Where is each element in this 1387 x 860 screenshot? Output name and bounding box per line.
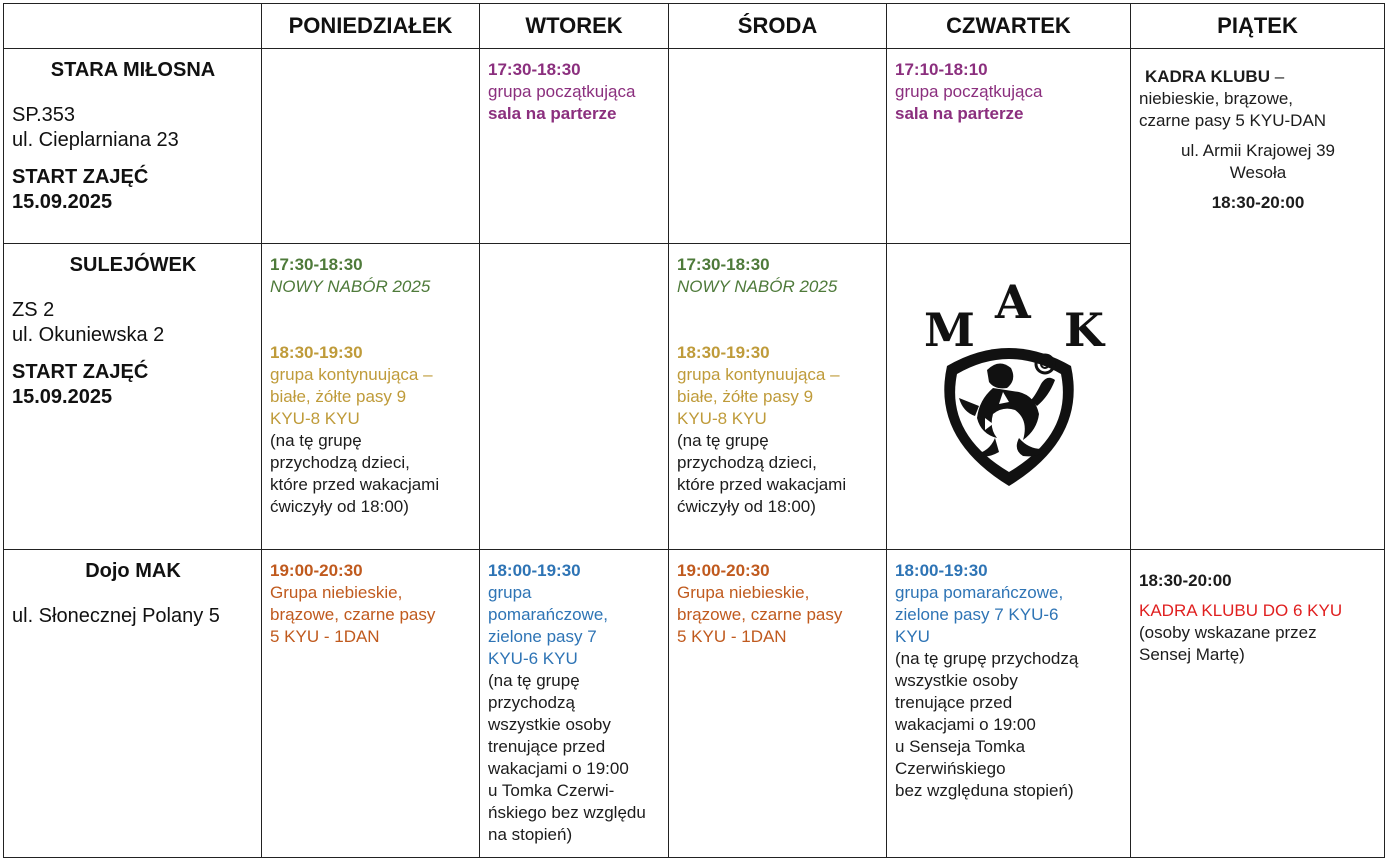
slot-note-line: wakacjami o 19:00 (895, 715, 1036, 734)
header-wednesday: ŚRODA (669, 4, 887, 49)
slot-dojo-thu (887, 550, 1131, 858)
kadra-address: ul. Armii Krajowej 39 (1180, 141, 1335, 160)
slot-group-line: Grupa niebieskie, (270, 583, 403, 602)
slot-dojo-fri (1131, 550, 1385, 858)
slot-note-line: Czerwińskiego (895, 759, 1006, 778)
slot-group-line: KYU-8 KYU (677, 409, 767, 428)
slot-new-intake: NOWY NABÓR 2025 (270, 277, 431, 296)
location-street: ul. Okuniewska 2 (12, 324, 165, 346)
location-stara (4, 49, 262, 244)
slot-group-line: pomarańczowe, (488, 605, 609, 624)
slot-stara-tue (480, 49, 669, 244)
slot-time: 17:10-18:10 (895, 60, 988, 79)
slot-time: 19:00-20:30 (677, 561, 770, 580)
slot-note-line: (osoby wskazane przez (1139, 623, 1317, 642)
slot-note-line: (na tę grupę (270, 431, 362, 450)
slot-time: 17:30-18:30 (677, 255, 770, 274)
slot-time: 19:00-20:30 (270, 561, 363, 580)
kadra-title: KADRA KLUBU (1145, 67, 1270, 86)
slot-note-line: u Tomka Czerwi- (488, 781, 615, 800)
slot-note-line: wszystkie osoby (895, 671, 1018, 690)
header-row (4, 4, 1385, 49)
slot-note-line: wszystkie osoby (488, 715, 611, 734)
slot-group-line: 5 KYU - 1DAN (677, 627, 787, 646)
logo-letter-k: K (1063, 303, 1104, 357)
slot-note-line: (na tę grupę (677, 431, 769, 450)
slot-dojo-mon (262, 550, 480, 858)
slot-group-line: grupa kontynuująca – (677, 365, 840, 384)
slot-group-line: brązowe, czarne pasy (270, 605, 436, 624)
slot-stara-mon (262, 49, 480, 244)
slot-note-line: wakacjami o 19:00 (488, 759, 629, 778)
slot-room: sala na parterze (488, 104, 617, 123)
slot-group-line: 5 KYU - 1DAN (270, 627, 380, 646)
slot-note-line: przychodzą dzieci, (677, 453, 817, 472)
slot-new-intake: NOWY NABÓR 2025 (677, 277, 838, 296)
kadra-city: Wesoła (1229, 163, 1287, 182)
slot-room: sala na parterze (895, 104, 1024, 123)
slot-group-line: KYU (895, 627, 930, 646)
logo-letter-a: A (994, 275, 1031, 329)
slot-note-line: bez względuna stopień) (895, 781, 1074, 800)
slot-sulejowek-mon (262, 244, 480, 550)
slot-group-line: brązowe, czarne pasy (677, 605, 843, 624)
slot-group-line: grupa pomarańczowe, (895, 583, 1064, 602)
header-tuesday: WTOREK (480, 4, 669, 49)
slot-note-line: (na tę grupę przychodzą (895, 649, 1079, 668)
slot-note-line: przychodzą (488, 693, 575, 712)
slot-note-line: które przed wakacjami (270, 475, 440, 494)
location-name: Dojo MAK (85, 560, 181, 582)
slot-sulejowek-thu-logo (887, 244, 1131, 550)
slot-group-line: białe, żółte pasy 9 (270, 387, 407, 406)
kadra-line1: niebieskie, brązowe, (1139, 89, 1294, 108)
slot-note-line: Sensej Martę) (1139, 645, 1245, 664)
slot-time: 18:00-19:30 (895, 561, 988, 580)
slot-dojo-wed (669, 550, 887, 858)
location-school: ZS 2 (12, 299, 55, 321)
slot-time: 17:30-18:30 (270, 255, 363, 274)
location-school: SP.353 (12, 104, 76, 126)
header-friday: PIĄTEK (1131, 4, 1385, 49)
location-name: STARA MIŁOSNA (50, 59, 216, 81)
slot-sulejowek-wed (669, 244, 887, 550)
schedule-table (3, 3, 1385, 858)
slot-sulejowek-tue (480, 244, 669, 550)
slot-note-line: ćwiczyły od 18:00) (270, 497, 409, 516)
slot-time: 18:30-19:30 (270, 343, 363, 362)
location-sulejowek (4, 244, 262, 550)
kadra-line2: czarne pasy 5 KYU-DAN (1139, 111, 1327, 130)
slot-stara-thu (887, 49, 1131, 244)
slot-time: 17:30-18:30 (488, 60, 581, 79)
slot-note-line: przychodzą dzieci, (270, 453, 410, 472)
slot-group-line: zielone pasy 7 (488, 627, 597, 646)
slot-friday-kadra (1131, 49, 1385, 550)
start-label: START ZAJĘĆ (12, 361, 149, 383)
slot-stara-wed (669, 49, 887, 244)
location-street: ul. Słonecznej Polany 5 (12, 605, 220, 627)
location-name: SULEJÓWEK (69, 254, 197, 276)
slot-group-line: zielone pasy 7 KYU-6 (895, 605, 1059, 624)
slot-note-line: u Senseja Tomka (895, 737, 1026, 756)
slot-note-line: (na tę grupę (488, 671, 580, 690)
slot-group-line: KYU-6 KYU (488, 649, 578, 668)
slot-kadra-label: KADRA KLUBU DO 6 KYU (1139, 601, 1343, 620)
slot-time: 18:30-20:00 (1139, 571, 1232, 590)
slot-time: 18:00-19:30 (488, 561, 581, 580)
tiger-shield-logo-icon (919, 275, 1104, 488)
slot-dojo-tue (480, 550, 669, 858)
slot-group-line: grupa kontynuująca – (270, 365, 433, 384)
slot-group-line: białe, żółte pasy 9 (677, 387, 814, 406)
slot-note-line: ćwiczyły od 18:00) (677, 497, 816, 516)
slot-note-line: które przed wakacjami (677, 475, 847, 494)
start-label: START ZAJĘĆ (12, 166, 149, 188)
location-dojo (4, 550, 262, 858)
slot-group: grupa początkująca (895, 82, 1043, 101)
slot-group-line: grupa (488, 583, 532, 602)
slot-note-line: ńskiego bez względu (488, 803, 646, 822)
location-street: ul. Cieplarniana 23 (12, 129, 179, 151)
slot-time: 18:30-19:30 (677, 343, 770, 362)
header-empty (4, 4, 262, 49)
logo-letter-m: M (923, 303, 975, 357)
slot-group: grupa początkująca (488, 82, 636, 101)
start-date: 15.09.2025 (12, 386, 113, 408)
slot-group-line: KYU-8 KYU (270, 409, 360, 428)
header-monday: PONIEDZIAŁEK (262, 4, 480, 49)
header-thursday: CZWARTEK (887, 4, 1131, 49)
kadra-dash: – (1269, 67, 1285, 86)
slot-note-line: trenujące przed (488, 737, 606, 756)
slot-note-line: trenujące przed (895, 693, 1013, 712)
start-date: 15.09.2025 (12, 191, 113, 213)
row-stara-milosna (4, 49, 1385, 244)
slot-group-line: Grupa niebieskie, (677, 583, 810, 602)
row-dojo-mak (4, 550, 1385, 858)
slot-note-line: na stopień) (488, 825, 573, 844)
kadra-time: 18:30-20:00 (1211, 193, 1305, 212)
